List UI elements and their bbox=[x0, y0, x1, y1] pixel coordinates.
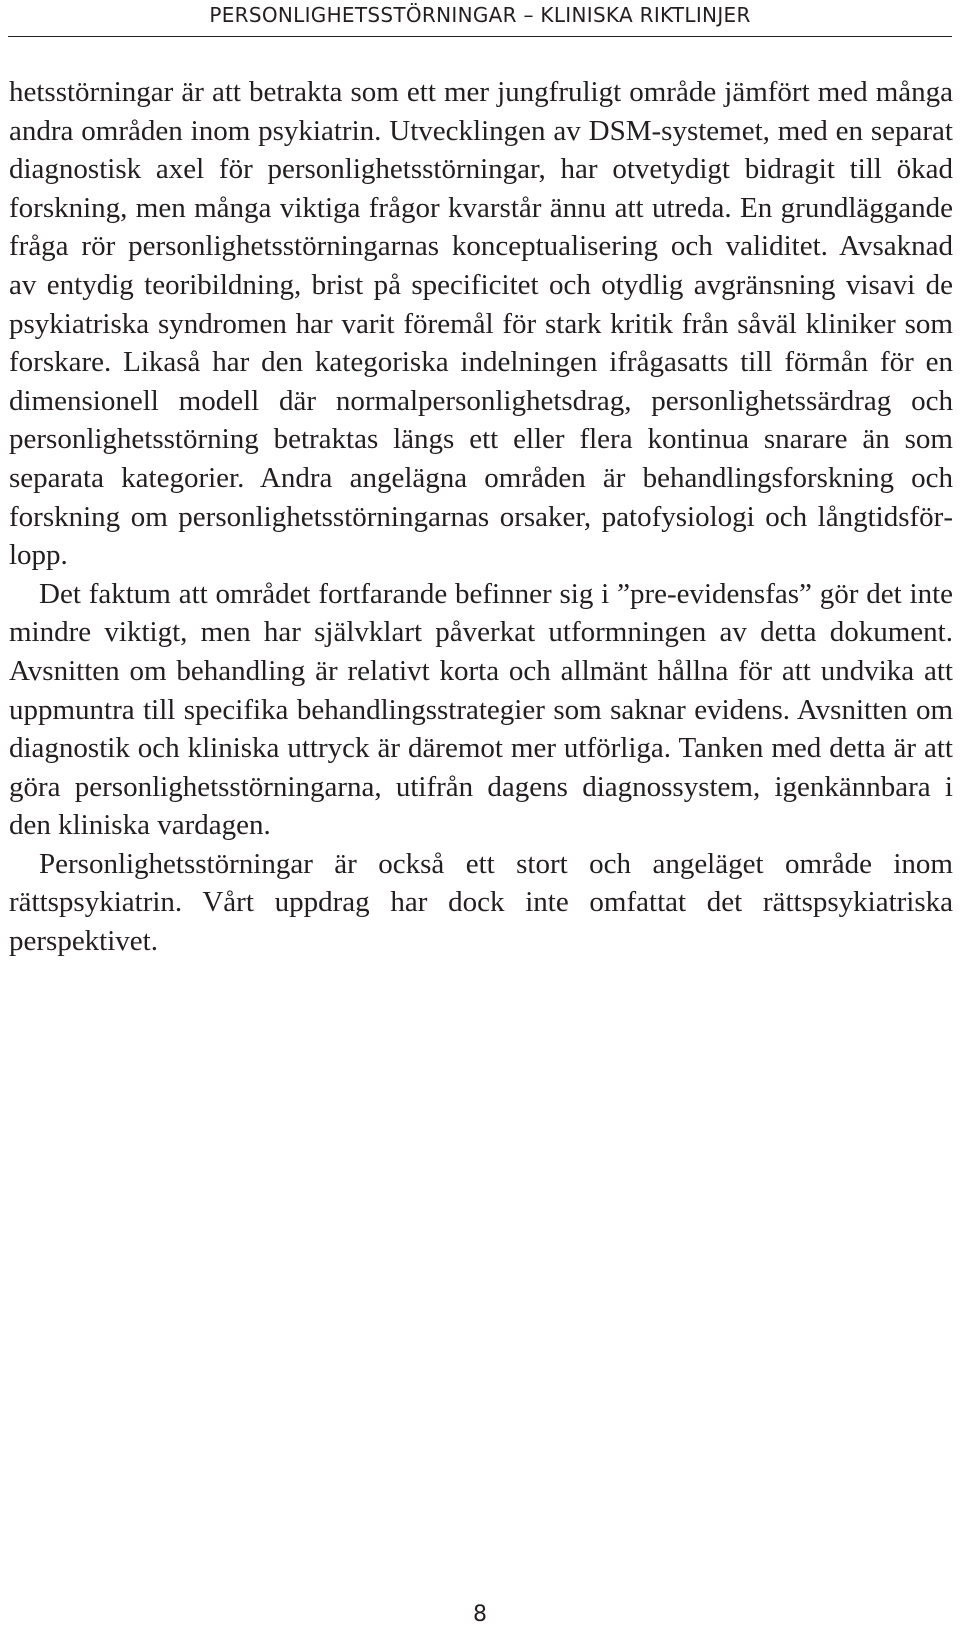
paragraph-forensic-psychiatry: Personlighetsstörningar är också ett stort och angeläget område inom rättspsykiatrin. Vårt uppdrag har dock inte omfattat det rättspsykiatriska perspektivet. bbox=[9, 847, 953, 958]
page-number: 8 bbox=[473, 1602, 487, 1627]
body-text bbox=[9, 73, 953, 961]
header-rule bbox=[8, 36, 952, 37]
paragraph-pre-evidence: Det faktum att området fortfarande befinner sig i ”pre-evidensfas” gör det inte mindre viktigt, men har självklart påverkat utformningen av detta dokument. Avsnitten om behandling är relativt korta och allmänt hållna för att undvika att uppmuntra till specifika behandlingsstrategier som saknar evidens. Avsnitten om diagnostik och kliniska uttryck är däremot mer utförliga. Tanken med detta är att göra personlighetsstörningarna, utifrån dagens diagnossystem, igenkännbara i den kliniska vardagen. bbox=[9, 577, 953, 842]
paragraph-continuation: hetsstörningar är att betrakta som ett mer jungfruligt område jämfört med många andra områden inom psykiatrin. Utvecklingen av DSM-systemet, med en separat diagnostisk axel för personlighetsstörningar, har otvetydigt bidragit till ökad forskning, men många viktiga frågor kvarstår ännu att utreda. En grundläggande fråga rör personlighetsstörningarnas konceptualisering och validitet. Avsaknad av entydig teoribildning, brist på specificitet och otydlig avgränsning visavi de psykiatriska syndromen har varit föremål för stark kritik från såväl kliniker som forskare. Likaså har den kategoriska indelningen ifrågasatts till förmån för en dimensionell modell där normalpersonlighetsdrag, personlighetssärdrag och personlighetsstörning betraktas längs ett eller flera kontinua snarare än som separata kategorier. Andra angelägna områden är behandlingsforskning och forskning om personlighetsstörningarnas orsaker, patofysiologi och långtidsförlopp. bbox=[9, 76, 953, 572]
running-header-title: PERSONLIGHETSSTÖRNINGAR – KLINISKA RIKTLINJER bbox=[209, 3, 751, 27]
